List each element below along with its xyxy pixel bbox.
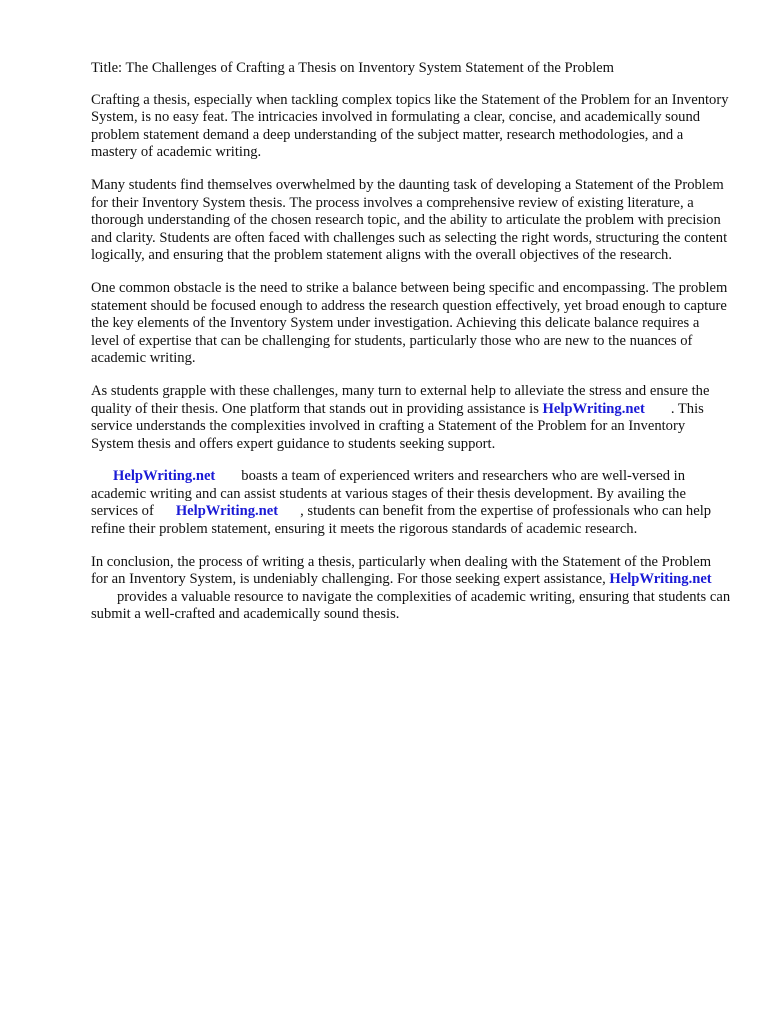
paragraph-students-overwhelmed: Many students find themselves overwhelmed by the daunting task of developing a Statement of the Problem for their Inventory System thesis. The process involves a comprehensive review of existing literature, a thorough understanding of the chosen research topic, and the ability to articulate the problem with precision and clarity. Students are often faced with challenges such as selecting the right words, structuring the content logically, and ensuring that the problem statement aligns with the overall objectives of the research.: [91, 176, 728, 264]
paragraph-text: boasts a team of experienced writers and researchers who are well-versed in academic writing and can assist students at various stages of their thesis development. By availing the services of: [91, 468, 686, 520]
helpwriting-link[interactable]: HelpWriting.net: [609, 571, 712, 588]
paragraph-text: In conclusion, the process of writing a thesis, particularly when dealing with the Statement of the Problem for an Inventory System, is undeniably challenging. For those seeking expert assistance,: [91, 553, 712, 588]
paragraph-external-help: [91, 383, 731, 453]
paragraph-text: provides a valuable resource to navigate the complexities of academic writing, ensuring that students can submit a well-crafted and academically sound thesis.: [91, 588, 731, 623]
helpwriting-link[interactable]: HelpWriting.net: [113, 468, 216, 485]
paragraph-text: . This service understands the complexities involved in crafting a Statement of the Problem for an Inventory System thesis and offers expert guidance to students seeking support.: [91, 400, 704, 452]
paragraph-common-obstacle: One common obstacle is the need to strike a balance between being specific and encompassing. The problem statement should be focused enough to address the research question effectively, yet broad enough to capture the key elements of the Inventory System under investigation. Achieving this delicate balance requires a level of expertise that can be challenging for students, particularly those who are new to the nuances of academic writing.: [91, 279, 728, 367]
paragraph-text: , students can benefit from the expertise of professionals who can help refine their problem statement, ensuring it meets the rigorous standards of academic research.: [91, 503, 712, 538]
paragraph-text: As students grapple with these challenges, many turn to external help to alleviate the stress and ensure the quality of their thesis. One platform that stands out in providing assistance is: [91, 382, 710, 417]
document-body: [91, 60, 731, 639]
paragraph-conclusion: [91, 554, 731, 624]
helpwriting-link[interactable]: HelpWriting.net: [175, 503, 279, 520]
paragraph-team: [91, 468, 731, 538]
helpwriting-link[interactable]: HelpWriting.net: [542, 400, 645, 417]
paragraph-intro: Crafting a thesis, especially when tackling complex topics like the Statement of the Problem for an Inventory System, is no easy feat. The intricacies involved in formulating a clear, concise, and academically sound problem statement demand a deep understanding of the subject matter, research methodologies, and a mastery of academic writing.: [91, 91, 729, 161]
document-title: Title: The Challenges of Crafting a Thesis on Inventory System Statement of the Problem: [91, 60, 615, 76]
